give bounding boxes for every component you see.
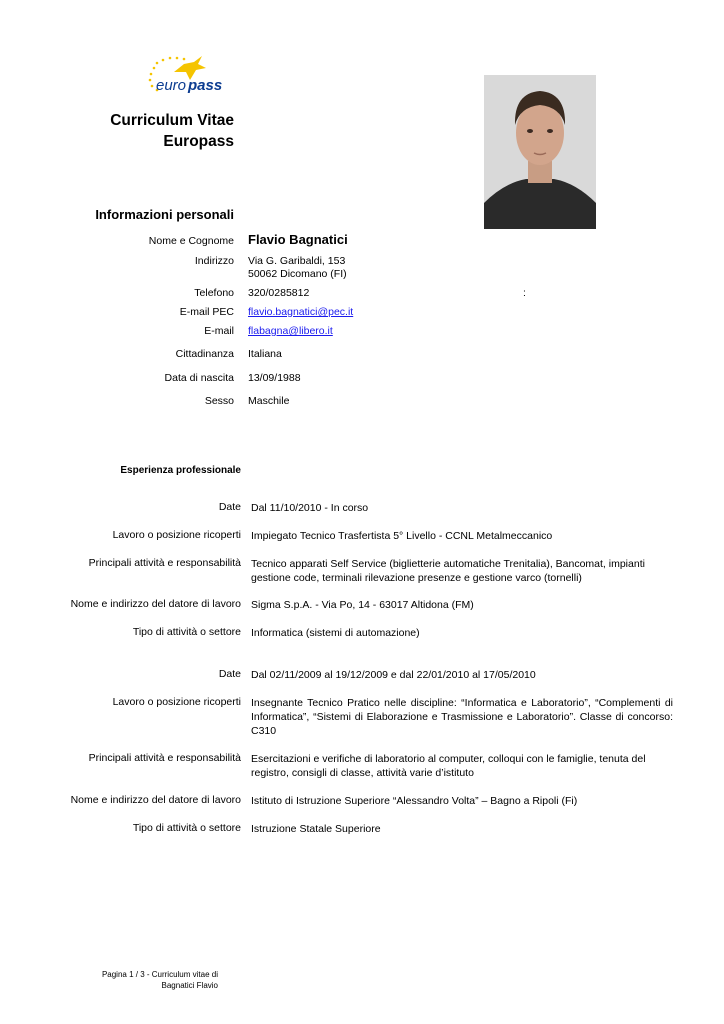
address-value <box>248 255 347 281</box>
job1-date-label: Date <box>218 501 241 513</box>
job1-employer-label: Nome e indirizzo del datore di lavoro <box>70 598 241 610</box>
cv-title: Curriculum Vitae <box>110 112 234 129</box>
experience-heading: Esperienza professionale <box>120 465 241 476</box>
personal-info-heading: Informazioni personali <box>95 207 234 222</box>
profile-photo <box>484 75 596 229</box>
job2-employer-label: Nome e indirizzo del datore di lavoro <box>70 794 241 806</box>
job2-employer: Istituto di Istruzione Superiore “Alessandro Volta” – Bagno a Ripoli (Fi) <box>251 795 578 807</box>
address-line-2: 50062 Dicomano (FI) <box>248 268 347 280</box>
email-label: E-mail <box>204 325 234 337</box>
job2-activities-label: Principali attività e responsabilità <box>88 752 241 764</box>
page-footer <box>100 969 218 991</box>
address-line-1: Via G. Garibaldi, 153 <box>248 255 346 267</box>
job1-position-label: Lavoro o posizione ricoperti <box>112 529 241 541</box>
job2-activities: Esercitazioni e verifiche di laboratorio al computer, colloqui con le famiglie, tenuta del registro, consigli di classe, attività varie d’istituto <box>251 753 646 779</box>
job1-employer: Sigma S.p.A. - Via Po, 14 - 63017 Altidona (FM) <box>251 599 474 611</box>
birth-value: 13/09/1988 <box>248 372 301 384</box>
job1-sector-label: Tipo di attività o settore <box>132 626 241 638</box>
job2-date-label: Date <box>218 668 241 680</box>
svg-text:pass: pass <box>188 77 223 94</box>
job1-sector: Informatica (sistemi di automazione) <box>251 627 420 639</box>
job2-position-label: Lavoro o posizione ricoperti <box>112 696 241 708</box>
job1-position: Impiegato Tecnico Trasfertista 5° Livello - CCNL Metalmeccanico <box>251 530 553 542</box>
name-label: Nome e Cognome <box>148 235 234 247</box>
footer-line-1: Pagina 1 / 3 - Curriculum vitae di <box>101 970 218 979</box>
job1-activities-label: Principali attività e responsabilità <box>88 557 241 569</box>
job2-date: Dal 02/11/2009 al 19/12/2009 e dal 22/01/2010 al 17/05/2010 <box>251 669 536 681</box>
address-label: Indirizzo <box>194 255 234 267</box>
birth-label: Data di nascita <box>164 372 234 384</box>
email-link[interactable]: flabagna@libero.it <box>248 325 333 337</box>
job2-sector: Istruzione Statale Superiore <box>251 823 381 835</box>
citizenship-value: Italiana <box>248 348 282 360</box>
job1-activities: Tecnico apparati Self Service (biglietterie automatiche Trenitalia), Bancomat, impianti gestione code, terminali rilevazione presenze e gestione varco (tornelli) <box>251 558 645 584</box>
citizenship-label: Cittadinanza <box>175 348 234 360</box>
phone-extra: : <box>523 287 526 299</box>
cv-subtitle: Europass <box>163 133 234 150</box>
sex-value: Maschile <box>248 395 290 407</box>
pec-link[interactable]: flavio.bagnatici@pec.it <box>248 306 354 318</box>
svg-text:euro: euro <box>156 77 187 94</box>
job2-position: Insegnante Tecnico Pratico nelle discipline: “Informatica e Laboratorio”, “Complementi di Informatica”, “Sistemi di Elaborazione e Trasmissione e Laboratorio”. Classe di concorso: C310 <box>251 697 673 737</box>
pec-label: E-mail PEC <box>179 306 234 318</box>
sex-label: Sesso <box>204 395 234 407</box>
full-name: Flavio Bagnatici <box>248 232 348 247</box>
footer-line-2: Bagnatici Flavio <box>161 981 218 990</box>
phone-value: 320/0285812 <box>248 287 310 299</box>
phone-label: Telefono <box>194 287 234 299</box>
job1-date: Dal 11/10/2010 - In corso <box>251 502 369 514</box>
europass-logo <box>144 50 230 96</box>
job2-sector-label: Tipo di attività o settore <box>132 822 241 834</box>
